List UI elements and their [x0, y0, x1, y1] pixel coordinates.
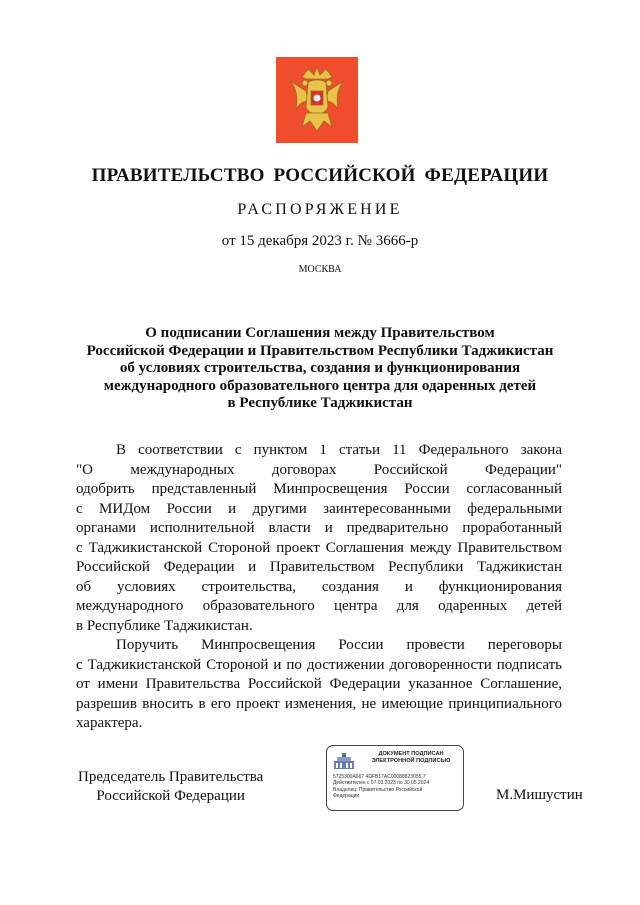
- signatory-name: М.Мишустин: [496, 787, 583, 803]
- stamp-heading-line: ДОКУМЕНТ ПОДПИСАН: [378, 751, 444, 757]
- title-line: Российской Федерации и Правительством Республики Таджикистан: [86, 342, 554, 359]
- paragraph-line: с Таджикистанской Стороной проект Соглашения между Правительством: [76, 539, 562, 556]
- city-label: МОСКВА: [298, 264, 342, 275]
- paragraph-line: с Таджикистанской Стороной и по достижении договоренности подписать: [76, 656, 562, 673]
- title-line: О подписании Соглашения между Правительством: [145, 325, 495, 341]
- stamp-details: [333, 774, 459, 800]
- paragraph-line: органами исполнительной власти и предварительно проработанный: [76, 520, 562, 536]
- certificate-owner: Федерации: [333, 793, 360, 800]
- signatory-position-line: Российской Федерации: [96, 788, 245, 804]
- russian-coat-of-arms-icon: [276, 57, 358, 143]
- document-date-number: от 15 декабря 2023 г. № 3666-р: [221, 233, 419, 249]
- document-body: [76, 441, 562, 734]
- paragraph-line: Поручить Минпросвещения России провести переговоры: [116, 637, 562, 653]
- paragraph-line: об условиях строительства, создания и функционирования: [76, 578, 562, 595]
- signatory-position-line: Председатель Правительства: [78, 769, 264, 785]
- stamp-heading-line: ЭЛЕКТРОННОЙ ПОДПИСЬЮ: [371, 758, 451, 764]
- title-line: об условиях строительства, создания и функционирования: [119, 360, 521, 376]
- paragraph-line: В соответствии с пунктом 1 статьи 11 Федерального закона: [116, 442, 562, 458]
- title-line: международного образовательного центра для одаренных детей: [103, 377, 537, 394]
- title-line: в Республике Таджикистан: [227, 395, 413, 411]
- organization-heading: ПРАВИТЕЛЬСТВО РОССИЙСКОЙ ФЕДЕРАЦИИ: [91, 165, 549, 186]
- paragraph-line: одобрить представленный Минпросвещения России согласованный: [76, 481, 562, 497]
- digital-signature-stamp: [326, 745, 464, 811]
- certificate-owner: Владелец: Правительство Российской: [333, 786, 423, 793]
- emblem-icon: [333, 752, 355, 770]
- document-title: [60, 325, 580, 413]
- paragraph-line: от имени Правительства Российской Федерации указанное Соглашение,: [76, 676, 562, 692]
- stamp-heading: [363, 751, 459, 765]
- certificate-number: 5725300A667 4DFB17AC00088823055 7: [333, 774, 426, 780]
- paragraph-line: Российской Федерации и Правительством Республики Таджикистан: [76, 559, 562, 575]
- paragraph-line: характера.: [76, 715, 143, 731]
- signatory-position: [78, 768, 263, 806]
- paragraph-line: в Республике Таджикистан.: [76, 617, 253, 634]
- document-type: РАСПОРЯЖЕНИЕ: [237, 201, 403, 218]
- paragraph-line: "О международных договорах Российской Федерации": [76, 461, 562, 478]
- paragraph-line: с МИДом России и другими заинтересованными федеральными: [76, 500, 562, 517]
- paragraph-line: разрешив вносить в его проект изменения, не имеющие принципиального: [76, 695, 562, 712]
- paragraph-line: международного образовательного центра для одаренных детей: [76, 598, 562, 614]
- certificate-validity: Действителен с 07.03.2023 по 30.05.2024: [333, 780, 430, 787]
